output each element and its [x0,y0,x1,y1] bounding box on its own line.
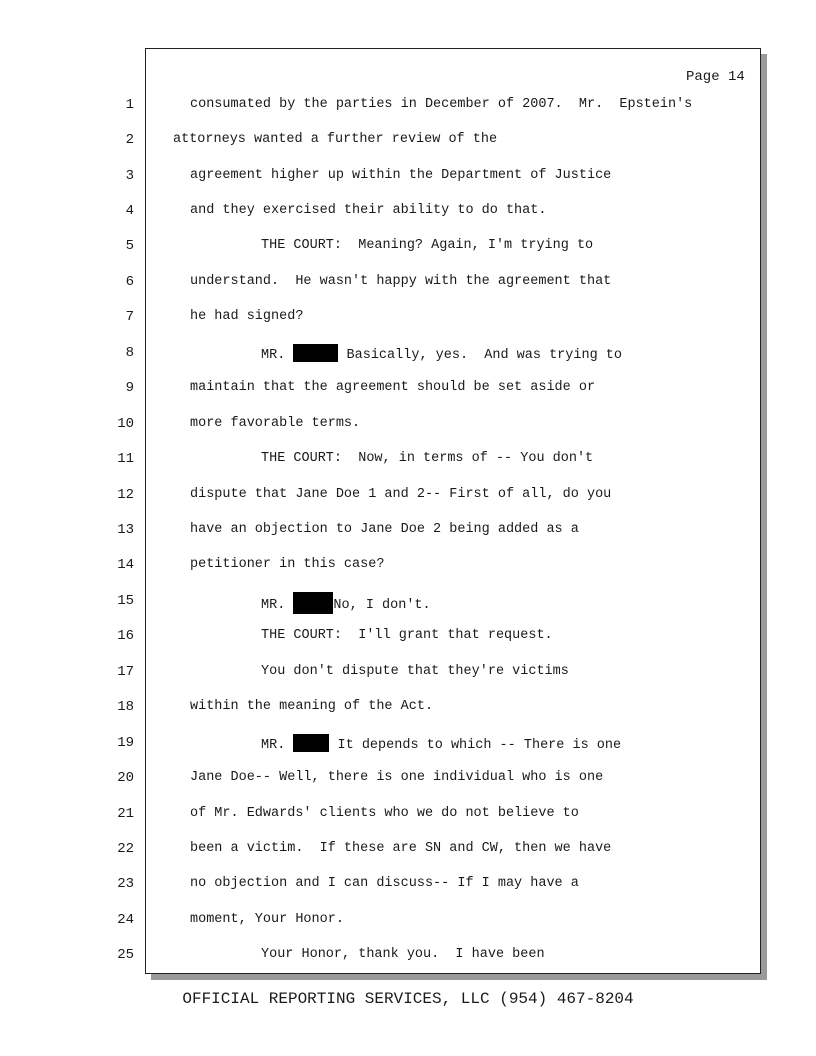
redaction-box [293,734,329,752]
transcript-line: have an objection to Jane Doe 2 being added as a [190,522,579,537]
transcript-line: dispute that Jane Doe 1 and 2-- First of all, do you [190,487,612,502]
page-number: Page 14 [686,69,745,85]
transcript-line: THE COURT: Now, in terms of -- You don't [261,451,594,466]
transcript-line: been a victim. If these are SN and CW, then we have [190,841,612,856]
line-number: 21 [117,806,134,822]
line-number: 7 [125,309,134,325]
line-number: 12 [117,487,134,503]
transcript-line: THE COURT: I'll grant that request. [261,628,553,643]
line-number: 19 [117,735,134,751]
transcript-line: agreement higher up within the Department of Justice [190,168,612,183]
transcript-line: attorneys wanted a further review of the [173,132,498,147]
transcript-line: within the meaning of the Act. [190,699,434,714]
transcript-line: Your Honor, thank you. I have been [261,947,545,962]
transcript-line: petitioner in this case? [190,557,385,572]
transcript-line: Jane Doe-- Well, there is one individual who is one [190,770,604,785]
line-number: 15 [117,593,134,609]
transcript-line: You don't dispute that they're victims [261,664,569,679]
transcript-line: he had signed? [190,309,304,324]
line-number: 22 [117,841,134,857]
line-number: 16 [117,628,134,644]
line-number: 6 [125,274,134,290]
transcript-line: moment, Your Honor. [190,912,344,927]
transcript-line: of Mr. Edwards' clients who we do not believe to [190,806,579,821]
transcript-line [261,344,622,365]
line-number: 2 [125,132,134,148]
transcript-line: consumated by the parties in December of 2007. Mr. Epstein's [190,97,693,112]
transcript-line: understand. He wasn't happy with the agreement that [190,274,612,289]
line-number: 3 [125,168,134,184]
redaction-box [293,592,333,614]
line-number: 1 [125,97,134,113]
speaker-label: MR. [261,598,286,613]
line-number: 20 [117,770,134,786]
transcript-line [261,592,431,615]
redaction-box [293,344,338,362]
speaker-label: MR. [261,738,286,753]
line-number: 24 [117,912,134,928]
line-number: 14 [117,557,134,573]
line-number: 17 [117,664,134,680]
line-number: 18 [117,699,134,715]
line-remainder: It depends to which -- There is one [337,738,622,753]
line-number: 5 [125,238,134,254]
transcript-line: no objection and I can discuss-- If I may have a [190,876,579,891]
line-number: 23 [117,876,134,892]
transcript-line: THE COURT: Meaning? Again, I'm trying to [261,238,594,253]
line-number: 9 [125,380,134,396]
reporter-footer: OFFICIAL REPORTING SERVICES, LLC (954) 467-8204 [182,990,634,1008]
transcript-page [145,48,761,974]
line-number: 10 [117,416,134,432]
line-number: 8 [125,345,134,361]
transcript-line [261,734,621,755]
transcript-line: maintain that the agreement should be set aside or [190,380,596,395]
line-number: 13 [117,522,134,538]
line-number: 4 [125,203,134,219]
transcript-line: more favorable terms. [190,416,361,431]
line-remainder: No, I don't. [333,598,431,613]
speaker-label: MR. [261,348,286,363]
line-number: 25 [117,947,134,963]
transcript-line: and they exercised their ability to do that. [190,203,547,218]
line-remainder: Basically, yes. And was trying to [346,348,622,363]
line-number: 11 [117,451,134,467]
